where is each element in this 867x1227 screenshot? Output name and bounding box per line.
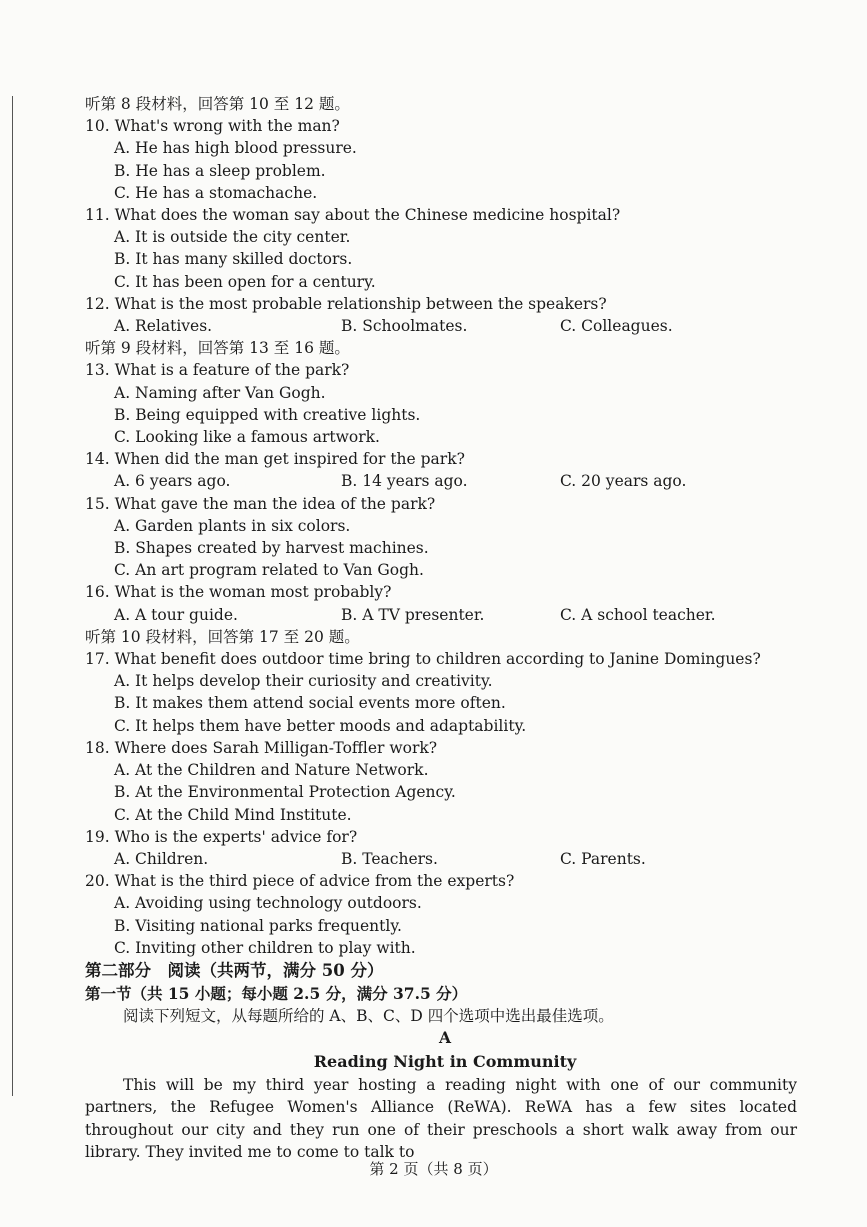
section-header: 听第 9 段材料，回答第 13 至 16 题。 <box>85 339 350 358</box>
option: B. Schoolmates. <box>341 317 468 336</box>
margin-line <box>12 96 13 1096</box>
option: A. Garden plants in six colors. <box>114 516 351 535</box>
question-stem: 20. What is the third piece of advice from the experts? <box>85 872 515 891</box>
option: A. At the Children and Nature Network. <box>114 761 429 780</box>
question-stem: 14. When did the man get inspired for the park? <box>85 450 465 469</box>
section-header: 听第 8 段材料，回答第 10 至 12 题。 <box>85 95 350 113</box>
option-row <box>85 470 805 492</box>
option: B. Teachers. <box>341 849 438 868</box>
question-stem: 19. Who is the experts' advice for? <box>85 827 358 846</box>
option: B. Visiting national parks frequently. <box>114 916 402 935</box>
part-title: 第二部分 阅读（共两节，满分 50 分） <box>85 960 384 980</box>
option: A. A tour guide. <box>114 605 238 624</box>
option: A. 6 years ago. <box>114 472 231 491</box>
option: A. Avoiding using technology outdoors. <box>114 894 422 913</box>
question-stem: 11. What does the woman say about the Chinese medicine hospital? <box>85 206 621 225</box>
question-stem: 13. What is a feature of the park? <box>85 361 350 380</box>
option: A. Naming after Van Gogh. <box>114 383 326 402</box>
instruction: 阅读下列短文，从每题所给的 A、B、C、D 四个选项中选出最佳选项。 <box>123 1007 614 1026</box>
option: C. He has a stomachache. <box>114 183 318 202</box>
passage-letter: A <box>438 1028 452 1048</box>
option-row <box>85 315 805 337</box>
option: C. Parents. <box>560 849 646 868</box>
option: B. It has many skilled doctors. <box>114 250 353 269</box>
section-title: 第一节（共 15 小题；每小题 2.5 分，满分 37.5 分） <box>85 983 468 1003</box>
option: A. It helps develop their curiosity and creativity. <box>114 672 493 691</box>
option: B. He has a sleep problem. <box>114 161 326 180</box>
option: B. It makes them attend social events more often. <box>114 694 506 713</box>
option: B. Being equipped with creative lights. <box>114 405 421 424</box>
option: A. He has high blood pressure. <box>114 139 357 158</box>
question-stem: 15. What gave the man the idea of the park? <box>85 494 436 513</box>
page-footer: 第 2 页（共 8 页） <box>369 1160 498 1178</box>
option: C. At the Child Mind Institute. <box>114 805 352 824</box>
passage-title: Reading Night in Community <box>313 1051 577 1071</box>
option: C. Inviting other children to play with. <box>114 938 416 957</box>
option: B. Shapes created by harvest machines. <box>114 539 429 558</box>
passage-text: This will be my third year hosting a reading night with one of our community partners, the Refugee Women's Alliance (ReWA). ReWA has a few sites located throughout our city and they run one of their preschools a short walk away from our library. They invited me to come to talk to <box>85 1075 797 1162</box>
question-stem: 16. What is the woman most probably? <box>85 583 392 602</box>
option: C. Colleagues. <box>560 317 673 336</box>
option: C. It helps them have better moods and adaptability. <box>114 716 527 735</box>
question-stem: 17. What benefit does outdoor time bring to children according to Janine Domingues? <box>85 650 761 669</box>
option: A. Children. <box>114 849 209 868</box>
question-stem: 18. Where does Sarah Milligan-Toffler work? <box>85 738 438 757</box>
option: C. Looking like a famous artwork. <box>114 428 380 447</box>
option: C. 20 years ago. <box>560 472 687 491</box>
option-row <box>85 848 805 870</box>
option: A. Relatives. <box>114 317 213 336</box>
exam-page <box>85 93 805 1164</box>
option: B. 14 years ago. <box>341 472 468 491</box>
option: C. A school teacher. <box>560 605 716 624</box>
question-stem: 12. What is the most probable relationship between the speakers? <box>85 294 607 313</box>
option: C. An art program related to Van Gogh. <box>114 561 424 580</box>
option: B. At the Environmental Protection Agency. <box>114 783 456 802</box>
option: A. It is outside the city center. <box>114 228 351 247</box>
question-stem: 10. What's wrong with the man? <box>85 117 340 136</box>
option: C. It has been open for a century. <box>114 272 376 291</box>
section-header: 听第 10 段材料，回答第 17 至 20 题。 <box>85 627 360 646</box>
option-row <box>85 604 805 626</box>
option: B. A TV presenter. <box>341 605 485 624</box>
